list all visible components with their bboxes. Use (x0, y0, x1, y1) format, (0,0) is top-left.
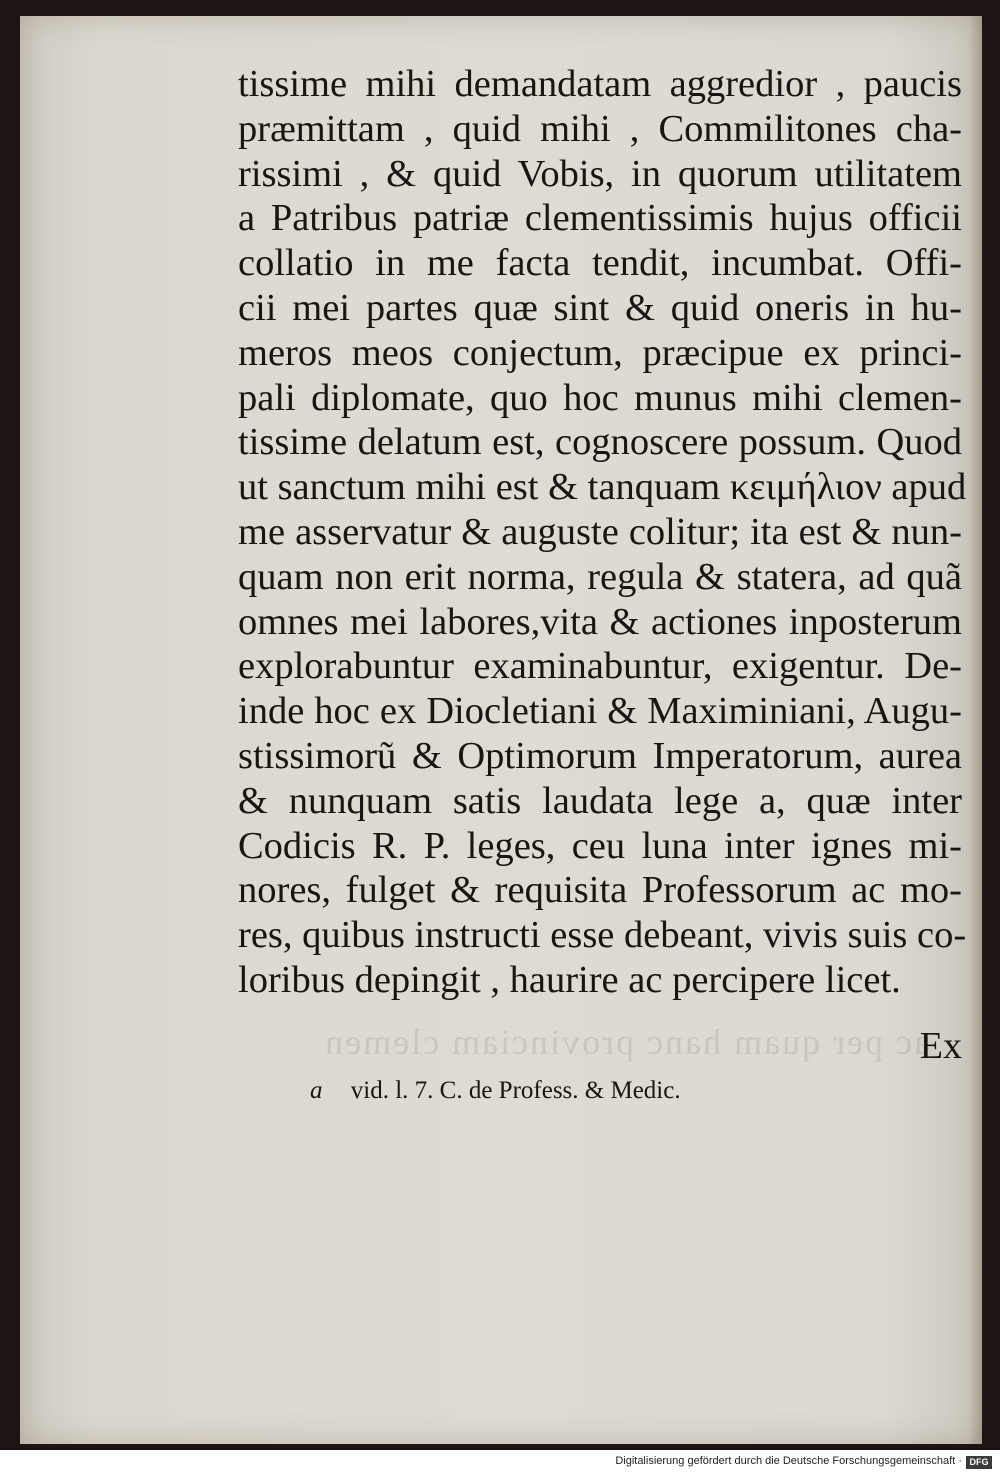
text-line: omnes mei labores,vita & actiones inposterum (238, 600, 962, 643)
text-line: rissimi , & quid Vobis, in quorum utilitatem (238, 152, 962, 195)
text-line: quam non erit norma, regula & statera, ad quã (238, 555, 962, 598)
credit-bar (0, 1450, 1000, 1476)
text-line: me asservatur & auguste colitur; ita est & nun- (238, 510, 962, 553)
text-line: inde hoc ex Diocletiani & Maximiniani, Augu- (238, 690, 962, 733)
text-line: pali diplomate, quo hoc munus mihi clemen- (238, 376, 962, 419)
text-line: Codicis R. P. leges, ceu luna inter ignes mi- (238, 824, 962, 867)
text-line: explorabuntur examinabuntur, exigentur. De- (238, 645, 962, 688)
dfg-logo-icon: DFG (966, 1456, 992, 1469)
text-line: cii mei partes quæ sint & quid oneris in hu- (238, 286, 962, 329)
text-line: præmittam , quid mihi , Commilitones cha- (238, 107, 962, 150)
text-line: tissime delatum est, cognoscere possum. Quod (238, 421, 962, 464)
footnote-marker: a (310, 1077, 323, 1104)
text-line: loribus depingit , haurire ac percipere licet. (238, 958, 901, 1001)
text-line: nores, fulget & requisita Professorum ac mo- (238, 869, 962, 912)
text-line: res, quibus instructi esse debeant, vivis suis co- (238, 914, 967, 957)
body-text (238, 62, 967, 1003)
text-line: & nunquam satis laudata lege a, quæ inter (238, 779, 962, 822)
text-line: collatio in me facta tendit, incumbat. Offi- (238, 242, 962, 285)
text-line: tissime mihi demandatam aggredior , paucis (238, 63, 962, 105)
text-line: a Patribus patriæ clementissimis hujus officii (238, 197, 962, 240)
text-line: stissimorũ & Optimorum Imperatorum, aurea (238, 734, 962, 777)
bleed-through-texture: ac per quam hanc provinciam clemen (323, 1022, 930, 1062)
footnote-text: vid. l. 7. C. de Profess. & Medic. (350, 1077, 681, 1104)
footnote (310, 1074, 681, 1108)
credit-text: Digitalisierung gefördert durch die Deutsche Forschungsgemeinschaft · (615, 1455, 962, 1467)
catchword: Ex (919, 1025, 962, 1067)
text-line: ut sanctum mihi est & tanquam κειμήλιον apud (238, 466, 967, 509)
text-line: meros meos conjectum, præcipue ex princi- (238, 331, 962, 374)
